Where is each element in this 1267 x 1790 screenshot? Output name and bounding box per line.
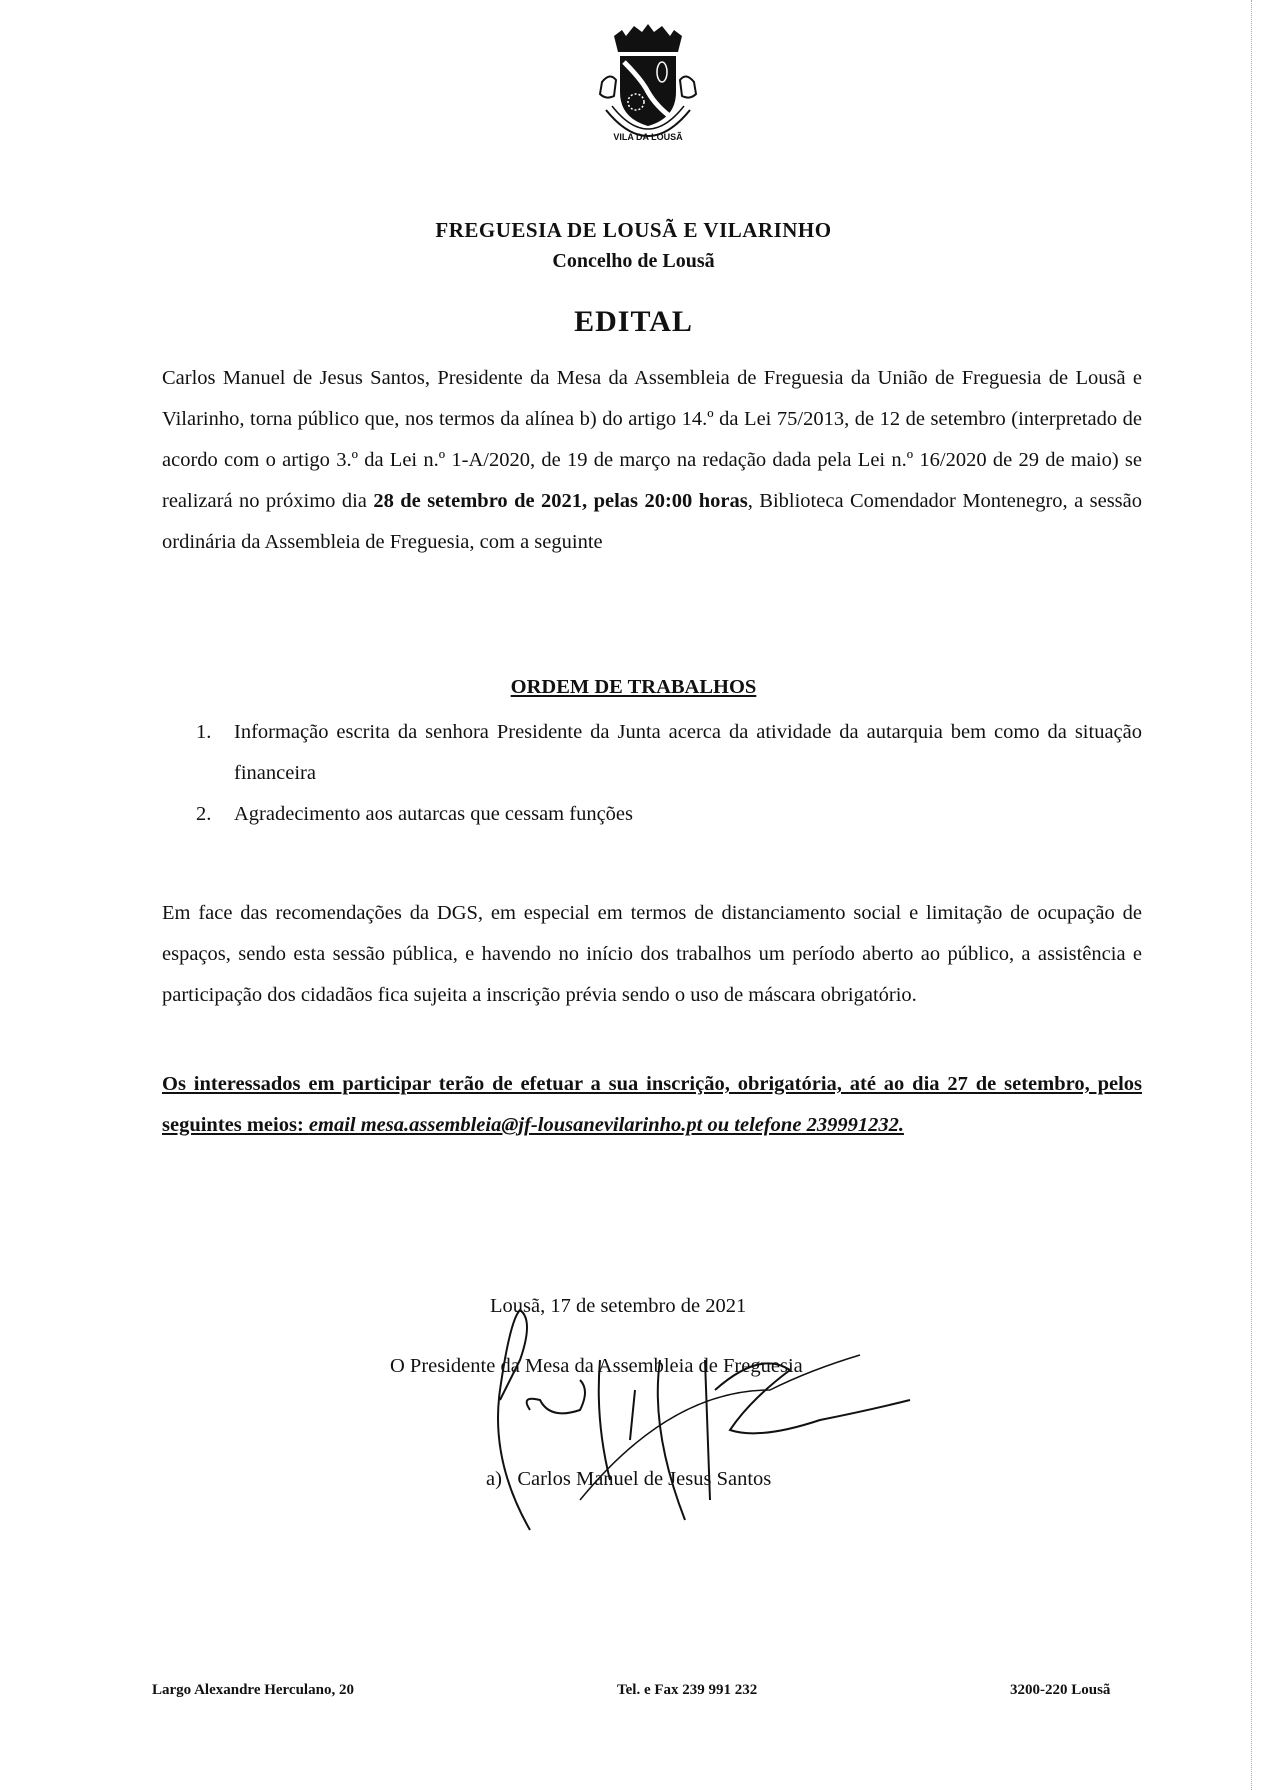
registration-contact[interactable]: email mesa.assembleia@jf-lousanevilarinho.pt ou telefone xyxy=(308,1114,802,1136)
intro-paragraph xyxy=(162,358,1142,563)
place-date: Lousã, 17 de setembro de 2021 xyxy=(490,1295,747,1317)
agenda-item xyxy=(196,794,1142,835)
agenda-item xyxy=(196,712,1142,794)
handwritten-signature-icon xyxy=(470,1300,930,1540)
agenda-title: ORDEM DE TRABALHOS xyxy=(510,676,757,698)
agenda-item-text: Informação escrita da senhora Presidente da Junta acerca da atividade da autarquia bem como da situação financeira xyxy=(234,721,1142,784)
registration-text: Os interessados em participar terão de efetuar a sua inscrição, obrigatória, até ao dia 27 de setembro, pelos seguintes meios: xyxy=(162,1073,1142,1136)
agenda-item-number: 1. xyxy=(196,721,212,743)
document-title: EDITAL xyxy=(574,305,693,338)
signatory-name-text: Carlos Manuel de Jesus Santos xyxy=(517,1468,772,1490)
dgs-notice-paragraph: Em face das recomendações da DGS, em especial em termos de distanciamento social e limitação de ocupação de espaços, sendo esta sessão pública, e havendo no início dos trabalhos um período aberto ao público, a assistência e participação dos cidadãos fica sujeita a inscrição prévia sendo o uso de máscara obrigatório. xyxy=(162,902,1142,1006)
organization-subtitle: Concelho de Lousã xyxy=(552,250,715,272)
organization-title: FREGUESIA DE LOUSÃ E VILARINHO xyxy=(435,218,832,242)
registration-phone[interactable]: 239991232. xyxy=(806,1114,904,1136)
registration-paragraph xyxy=(162,1064,1142,1146)
intro-text-1: Carlos Manuel de Jesus Santos, Presidente da Mesa da Assembleia de Freguesia da União de Freguesia de Lousã e Vilarinho, torna público que, nos termos da alínea b) do artigo 14.º da Lei 75/2013, de 12 de setembro (interpretado de acordo com o artigo 3.º da Lei n.º 1-A/2020, de 19 de março na redação dada pela Lei n.º 16/2020 de 29 de maio) se realizará no próximo dia xyxy=(162,367,1142,512)
footer-address: Largo Alexandre Herculano, 20 xyxy=(152,1682,354,1698)
intro-text-2: , Biblioteca Comendador Montenegro, a sessão ordinária da Assembleia de Freguesia, com a seguinte xyxy=(162,490,1143,553)
agenda-list xyxy=(196,712,1142,835)
coat-of-arms-icon xyxy=(592,22,704,152)
footer-phone: Tel. e Fax 239 991 232 xyxy=(617,1682,758,1698)
agenda-item-text: Agradecimento aos autarcas que cessam funções xyxy=(234,803,634,825)
signatory-role: O Presidente da Mesa da Assembleia de Freguesia xyxy=(390,1355,803,1377)
crest-motto: VILA DA LOUSÃ xyxy=(613,132,683,142)
meeting-date: 28 de setembro de 2021, pelas 20:00 horas xyxy=(373,490,748,512)
agenda-item-number: 2. xyxy=(196,803,212,825)
signatory-prefix: a) xyxy=(486,1468,502,1490)
footer-postal: 3200-220 Lousã xyxy=(1010,1682,1111,1698)
